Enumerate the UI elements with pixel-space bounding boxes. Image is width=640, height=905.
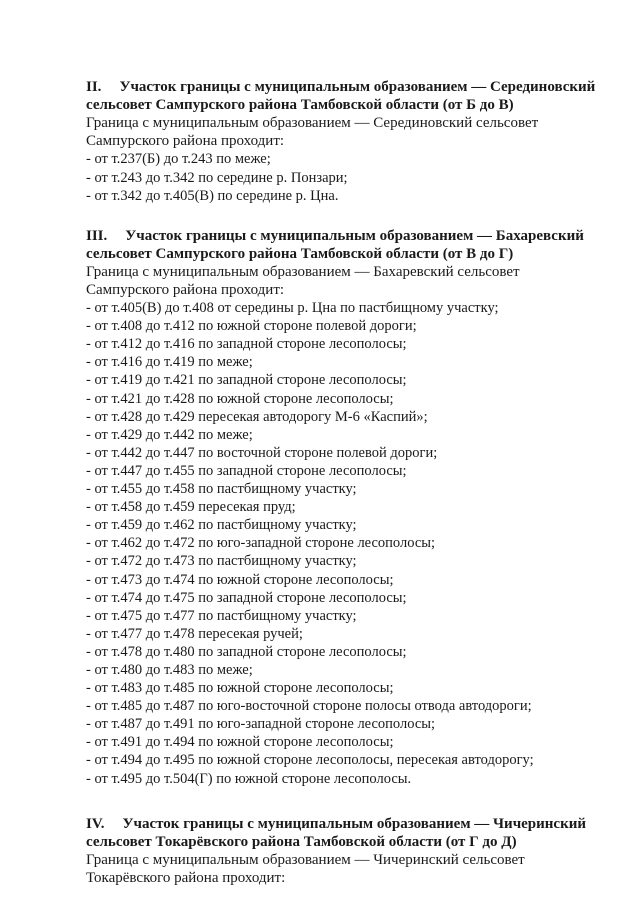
list-item: - от т.475 до т.477 по пастбищному участку; bbox=[86, 607, 357, 624]
list-item: - от т.419 до т.421 по западной стороне лесополосы; bbox=[86, 372, 407, 389]
section-intro-line2: Сампурского района проходит: bbox=[86, 133, 285, 150]
section-intro-line1: Граница с муниципальным образованием — Чичеринский сельсовет bbox=[86, 851, 525, 868]
section-title-line1: Участок границы с муниципальным образованием — Бахаревский bbox=[125, 227, 584, 244]
list-item: - от т.472 до т.473 по пастбищному участку; bbox=[86, 553, 357, 570]
list-item: - от т.428 до т.429 пересекая автодорогу М-6 «Каспий»; bbox=[86, 408, 428, 425]
list-item: - от т.477 до т.478 пересекая ручей; bbox=[86, 625, 303, 642]
list-item: - от т.416 до т.419 по меже; bbox=[86, 354, 253, 371]
section-intro-line1: Граница с муниципальным образованием — Серединовский сельсовет bbox=[86, 115, 539, 131]
section-heading bbox=[86, 227, 606, 245]
list-item: - от т.442 до т.447 по восточной стороне полевой дороги; bbox=[86, 444, 438, 461]
section-number: IV. bbox=[86, 815, 105, 832]
section-title-line1: Участок границы с муниципальным образованием — Чичеринский bbox=[122, 815, 587, 832]
list-item: - от т.447 до т.455 по западной стороне лесополосы; bbox=[86, 462, 407, 479]
section-intro-line2: Сампурского района проходит: bbox=[86, 281, 285, 298]
list-item: - от т.459 до т.462 по пастбищному участку; bbox=[86, 517, 357, 534]
list-item: - от т.485 до т.487 по юго-восточной стороне полосы отвода автодороги; bbox=[86, 698, 532, 715]
list-item: - от т.491 до т.494 по южной стороне лесополосы; bbox=[86, 734, 394, 751]
spacer bbox=[86, 205, 606, 227]
boundary-list bbox=[86, 150, 606, 204]
spacer bbox=[86, 788, 606, 815]
list-item: - от т.405(В) до т.408 от середины р. Цна по пастбищному участку; bbox=[86, 300, 499, 317]
list-item: - от т.342 до т.405(В) по середине р. Цна. bbox=[86, 187, 339, 204]
list-item: - от т.237(Б) до т.243 по меже; bbox=[86, 151, 271, 168]
list-item: - от т.473 до т.474 по южной стороне лесополосы; bbox=[86, 571, 394, 588]
list-item: - от т.408 до т.412 по южной стороне полевой дороги; bbox=[86, 318, 417, 335]
list-item: - от т.462 до т.472 по юго-западной стороне лесополосы; bbox=[86, 535, 436, 552]
section-heading bbox=[86, 78, 606, 96]
section-ii bbox=[86, 78, 606, 205]
section-intro-line2: Токарёвского района проходит: bbox=[86, 869, 286, 886]
document-page bbox=[86, 78, 606, 887]
list-item: - от т.429 до т.442 по меже; bbox=[86, 426, 253, 443]
section-title-line1: Участок границы с муниципальным образованием — Серединовский bbox=[119, 79, 596, 95]
list-item: - от т.458 до т.459 пересекая пруд; bbox=[86, 499, 296, 516]
list-item: - от т.483 до т.485 по южной стороне лесополосы; bbox=[86, 680, 394, 697]
section-iii bbox=[86, 227, 606, 788]
list-item: - от т.243 до т.342 по середине р. Понзари; bbox=[86, 169, 348, 186]
list-item: - от т.487 до т.491 по юго-западной стороне лесополосы; bbox=[86, 716, 436, 733]
list-item: - от т.421 до т.428 по южной стороне лесополосы; bbox=[86, 390, 394, 407]
list-item: - от т.455 до т.458 по пастбищному участку; bbox=[86, 481, 357, 498]
section-heading bbox=[86, 815, 606, 833]
section-number: III. bbox=[86, 227, 108, 244]
section-intro-line1: Граница с муниципальным образованием — Бахаревский сельсовет bbox=[86, 263, 520, 280]
section-iv bbox=[86, 815, 606, 887]
list-item: - от т.480 до т.483 по меже; bbox=[86, 661, 253, 678]
section-title-line2: сельсовет Сампурского района Тамбовской области (от В до Г) bbox=[86, 245, 514, 262]
section-number: II. bbox=[86, 79, 102, 95]
list-item: - от т.474 до т.475 по западной стороне лесополосы; bbox=[86, 589, 407, 606]
boundary-list bbox=[86, 299, 606, 788]
list-item: - от т.495 до т.504(Г) по южной стороне лесополосы. bbox=[86, 770, 412, 787]
section-title-line2: сельсовет Токарёвского района Тамбовской области (от Г до Д) bbox=[86, 833, 517, 850]
section-title-line2: сельсовет Сампурского района Тамбовской области (от Б до В) bbox=[86, 97, 514, 113]
list-item: - от т.494 до т.495 по южной стороне лесополосы, пересекая автодорогу; bbox=[86, 752, 534, 769]
list-item: - от т.412 до т.416 по западной стороне лесополосы; bbox=[86, 336, 407, 353]
list-item: - от т.478 до т.480 по западной стороне лесополосы; bbox=[86, 643, 407, 660]
